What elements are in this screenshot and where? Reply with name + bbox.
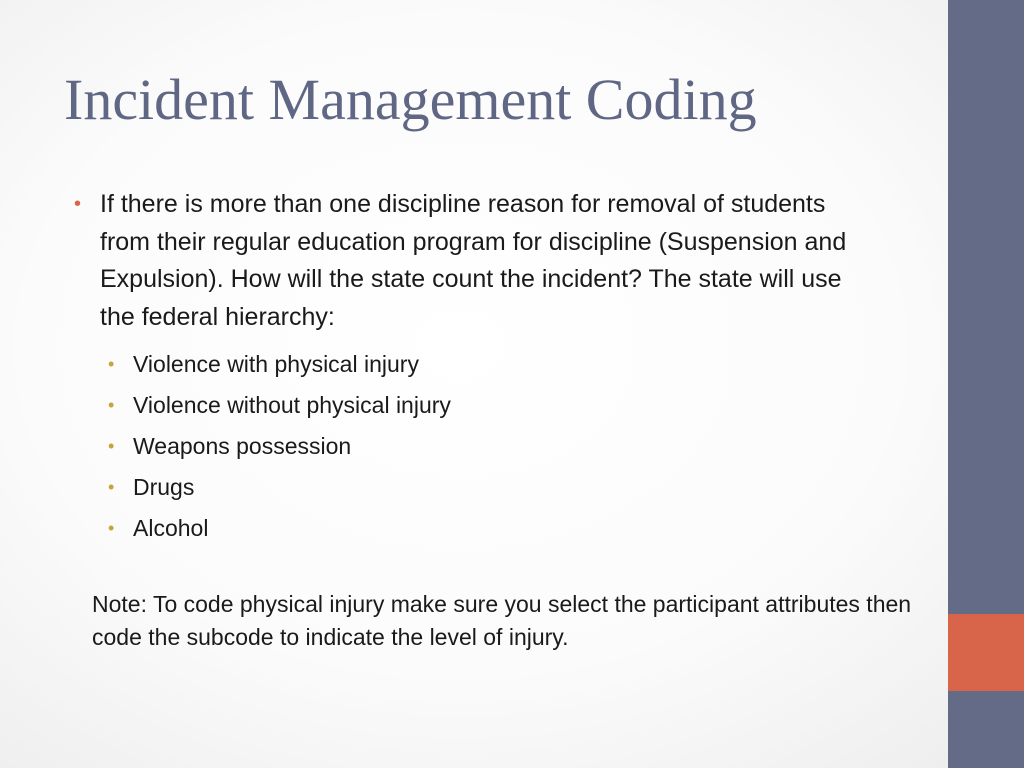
bullet-icon: • xyxy=(108,395,115,415)
slide-body xyxy=(74,186,874,549)
list-item-text: Alcohol xyxy=(133,515,209,541)
list-item-text: Drugs xyxy=(133,474,195,500)
list-item xyxy=(108,426,874,467)
main-bullet-text: If there is more than one discipline reason for removal of students from their regular education program for discipline (Suspension and Expulsion). How will the state count the incident? The state will use the federal hierarchy: xyxy=(100,190,847,331)
bullet-icon: • xyxy=(108,436,115,456)
injury-note: Note: To code physical injury make sure you select the participant attributes then code the subcode to indicate the level of injury. xyxy=(92,591,912,650)
list-item-text: Weapons possession xyxy=(133,433,352,459)
list-item xyxy=(108,467,874,508)
slide-title: Incident Management Coding xyxy=(64,67,757,132)
bullet-icon: • xyxy=(74,193,82,215)
bullet-icon: • xyxy=(108,354,115,374)
sidebar-accent-block xyxy=(948,614,1024,691)
list-item-text: Violence with physical injury xyxy=(133,351,419,377)
main-bullet xyxy=(74,186,874,336)
list-item xyxy=(108,344,874,385)
hierarchy-list xyxy=(74,344,874,549)
list-item xyxy=(108,385,874,426)
bullet-icon: • xyxy=(108,477,115,497)
list-item xyxy=(108,508,874,549)
list-item-text: Violence without physical injury xyxy=(133,392,451,418)
bullet-icon: • xyxy=(108,518,115,538)
